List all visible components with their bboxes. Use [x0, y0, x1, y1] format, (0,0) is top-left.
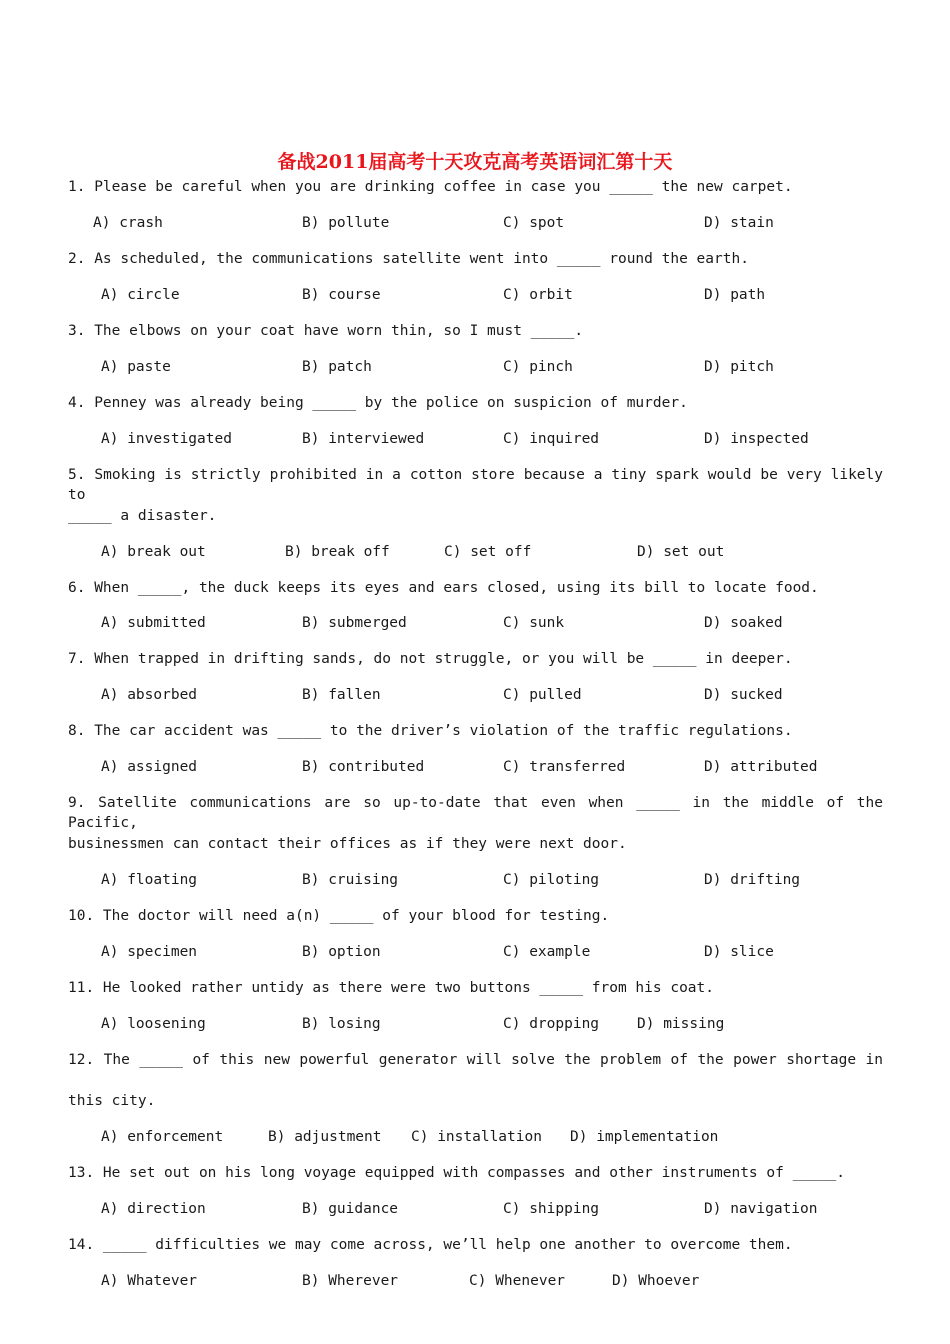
- option-a: A) enforcement: [101, 1129, 224, 1145]
- option-d: D) inspected: [704, 431, 809, 447]
- question-10: 10. The doctor will need a(n) _____ of your blood for testing.: [68, 908, 610, 924]
- question-3: 3. The elbows on your coat have worn thin, so I must _____.: [68, 323, 584, 339]
- option-d: D) drifting: [704, 872, 801, 888]
- option-a: A) specimen: [101, 944, 198, 960]
- option-c: C) installation: [411, 1129, 542, 1145]
- option-b: B) cruising: [302, 872, 399, 888]
- option-d: D) Whoever: [612, 1273, 700, 1289]
- option-a: A) assigned: [101, 759, 198, 775]
- option-b: B) fallen: [302, 687, 381, 703]
- option-b: B) course: [302, 287, 381, 303]
- option-d: D) slice: [704, 944, 774, 960]
- option-a: A) crash: [93, 215, 163, 231]
- option-c: C) pulled: [503, 687, 582, 703]
- question-4: 4. Penney was already being _____ by the police on suspicion of murder.: [68, 395, 688, 411]
- question-5-line-1: 5. Smoking is strictly prohibited in a cotton store because a tiny spark would be very likely to: [68, 467, 883, 503]
- question-12-line-1: 12. The _____ of this new powerful generator will solve the problem of the power shortage in: [68, 1052, 883, 1068]
- option-a: A) break out: [101, 544, 206, 560]
- option-b: B) submerged: [302, 615, 407, 631]
- question-8: 8. The car accident was _____ to the driver’s violation of the traffic regulations.: [68, 723, 793, 739]
- option-b: B) contributed: [302, 759, 425, 775]
- question-14: 14. _____ difficulties we may come across, we’ll help one another to overcome them.: [68, 1237, 793, 1253]
- question-9-line-1: 9. Satellite communications are so up-to-date that even when _____ in the middle of the Pacific,: [68, 795, 883, 831]
- option-b: B) losing: [302, 1016, 381, 1032]
- option-d: D) path: [704, 287, 766, 303]
- question-1: 1. Please be careful when you are drinking coffee in case you _____ the new carpet.: [68, 179, 793, 195]
- option-a: A) submitted: [101, 615, 206, 631]
- option-a: A) absorbed: [101, 687, 198, 703]
- option-b: B) pollute: [302, 215, 390, 231]
- option-c: C) orbit: [503, 287, 573, 303]
- option-c: C) shipping: [503, 1201, 600, 1217]
- option-b: B) break off: [285, 544, 390, 560]
- option-c: C) sunk: [503, 615, 565, 631]
- question-6: 6. When _____, the duck keeps its eyes and ears closed, using its bill to locate food.: [68, 580, 819, 596]
- option-a: A) loosening: [101, 1016, 206, 1032]
- option-b: B) option: [302, 944, 381, 960]
- option-c: C) inquired: [503, 431, 600, 447]
- option-a: A) direction: [101, 1201, 206, 1217]
- option-a: A) Whatever: [101, 1273, 198, 1289]
- option-d: D) pitch: [704, 359, 774, 375]
- option-b: B) patch: [302, 359, 372, 375]
- option-c: C) transferred: [503, 759, 626, 775]
- option-d: D) soaked: [704, 615, 783, 631]
- question-7: 7. When trapped in drifting sands, do not struggle, or you will be _____ in deeper.: [68, 651, 793, 667]
- option-d: D) implementation: [570, 1129, 719, 1145]
- option-d: D) set out: [637, 544, 725, 560]
- page-title: 备战2011届高考十天攻克高考英语词汇第十天: [277, 151, 673, 173]
- option-c: C) spot: [503, 215, 565, 231]
- question-5-line-2: _____ a disaster.: [68, 508, 217, 524]
- option-b: B) guidance: [302, 1201, 399, 1217]
- option-c: C) Whenever: [469, 1273, 566, 1289]
- question-12-line-2: this city.: [68, 1093, 156, 1109]
- option-d: D) attributed: [704, 759, 818, 775]
- option-b: B) Wherever: [302, 1273, 399, 1289]
- option-c: C) dropping: [503, 1016, 600, 1032]
- option-a: A) circle: [101, 287, 180, 303]
- question-9-line-2: businessmen can contact their offices as if they were next door.: [68, 836, 627, 852]
- option-a: A) floating: [101, 872, 198, 888]
- option-a: A) paste: [101, 359, 171, 375]
- option-c: C) set off: [444, 544, 532, 560]
- question-13: 13. He set out on his long voyage equipped with compasses and other instruments of _____.: [68, 1165, 845, 1181]
- option-a: A) investigated: [101, 431, 232, 447]
- option-c: C) pinch: [503, 359, 573, 375]
- option-d: D) stain: [704, 215, 774, 231]
- option-d: D) navigation: [704, 1201, 818, 1217]
- question-11: 11. He looked rather untidy as there were two buttons _____ from his coat.: [68, 980, 715, 996]
- option-d: D) missing: [637, 1016, 725, 1032]
- option-b: B) adjustment: [268, 1129, 382, 1145]
- question-2: 2. As scheduled, the communications satellite went into _____ round the earth.: [68, 251, 749, 267]
- option-d: D) sucked: [704, 687, 783, 703]
- option-c: C) example: [503, 944, 591, 960]
- option-c: C) piloting: [503, 872, 600, 888]
- option-b: B) interviewed: [302, 431, 425, 447]
